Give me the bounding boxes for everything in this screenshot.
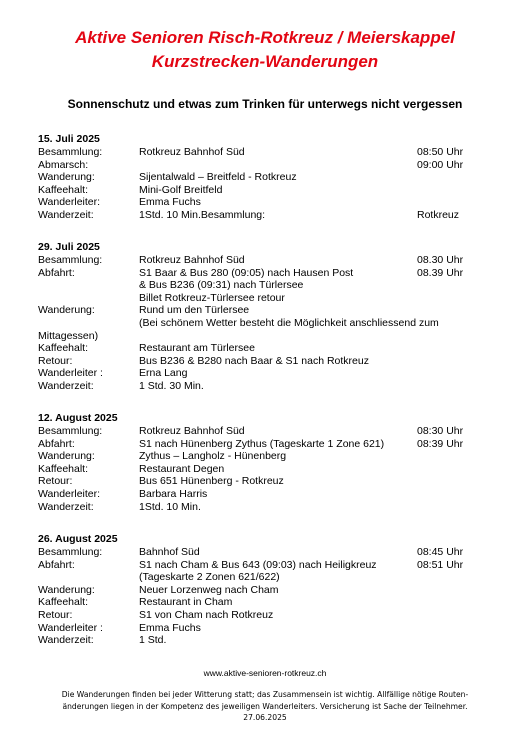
row-label: Wanderzeit: [38, 208, 94, 221]
footer-line: Die Wanderungen finden bei jeder Witterung statt; das Zusammensein ist wichtig. Allfällige nötige Routen- [61, 690, 469, 699]
detail-row [38, 184, 498, 197]
detail-row [38, 609, 498, 622]
row-value: Bus 651 Hünenberg - Rotkreuz [139, 475, 284, 488]
row-label: Retour: [38, 475, 73, 488]
detail-row [38, 463, 498, 476]
row-value: Restaurant Degen [139, 462, 225, 475]
detail-row [38, 146, 498, 159]
row-value: 1Std. 10 Min. [139, 500, 201, 513]
detail-row [38, 450, 498, 463]
hike-section-1 [38, 133, 498, 222]
detail-row-note-end: Mittagessen) [38, 329, 99, 342]
detail-row [38, 355, 498, 368]
row-value: Restaurant am Türlersee [139, 342, 255, 355]
row-label: Wanderzeit: [38, 634, 94, 647]
detail-row [38, 196, 498, 209]
detail-row [38, 546, 498, 559]
row-time: Rotkreuz [417, 208, 460, 221]
row-label: Kaffeehalt: [38, 342, 89, 355]
footer-date: 27.06.2025 [243, 713, 287, 722]
detail-row [38, 488, 498, 501]
detail-row-continuation [38, 571, 498, 584]
document-title: Aktive Senioren Risch-Rotkreuz / Meierskappel [75, 28, 455, 47]
detail-row [38, 634, 498, 647]
row-value: Bus B236 & B280 nach Baar & S1 nach Rotkreuz [139, 354, 369, 367]
row-label: Kaffeehalt: [38, 462, 89, 475]
row-label: Wanderung: [38, 171, 95, 184]
row-time: 08:50 Uhr [417, 146, 464, 158]
detail-row [38, 559, 498, 572]
row-value: Neuer Lorzenweg nach Cham [139, 583, 279, 596]
row-label: Besammlung: [38, 254, 103, 266]
detail-row [38, 171, 498, 184]
detail-row [38, 209, 498, 222]
row-value: Billet Rotkreuz-Türlersee retour [139, 291, 285, 304]
row-label: Besammlung: [38, 146, 103, 158]
row-label: Abfahrt: [38, 266, 75, 279]
hike-date: 15. Juli 2025 [38, 133, 100, 145]
hike-date: 26. August 2025 [38, 533, 118, 545]
row-label: Retour: [38, 354, 73, 367]
row-time: 08:51 Uhr [417, 558, 464, 571]
hike-section-2 [38, 241, 498, 393]
detail-row [38, 475, 498, 488]
hike-date: 12. August 2025 [38, 412, 118, 424]
detail-row [38, 367, 498, 380]
row-label: Abfahrt: [38, 558, 75, 571]
reminder-note: Sonnenschutz und etwas zum Trinken für unterwegs nicht vergessen [67, 97, 463, 111]
row-label: Kaffeehalt: [38, 183, 89, 196]
row-value: Sijentalwald – Breitfeld - Rotkreuz [139, 171, 297, 184]
hike-section-4 [38, 533, 498, 647]
row-time: 08.30 Uhr [417, 254, 464, 266]
row-label: Besammlung: [38, 425, 103, 437]
row-note: (Bei schönem Wetter besteht die Möglichkeit anschliessend zum [139, 316, 439, 329]
row-value: (Tageskarte 2 Zonen 621/622) [139, 571, 280, 584]
row-time: 08:30 Uhr [417, 425, 464, 437]
row-value: S1 von Cham nach Rotkreuz [139, 608, 274, 621]
row-value: 1 Std. [139, 634, 167, 647]
row-label: Wanderzeit: [38, 500, 94, 513]
row-label: Wanderung: [38, 450, 95, 463]
detail-row [38, 159, 498, 172]
row-value: 1Std. 10 Min.Besammlung: [139, 208, 266, 221]
row-value: & Bus B236 (09:31) nach Türlersee [139, 279, 304, 292]
row-label: Wanderleiter : [38, 367, 103, 380]
row-label: Besammlung: [38, 546, 103, 558]
row-value: S1 nach Cham & Bus 643 (09:03) nach Heiligkreuz [139, 558, 377, 571]
detail-row [38, 425, 498, 438]
website-url[interactable]: www.aktive-senioren-rotkreuz.ch [203, 668, 327, 678]
detail-row [38, 380, 498, 393]
detail-row [38, 304, 498, 317]
detail-row [38, 267, 498, 280]
row-value: Restaurant in Cham [139, 596, 233, 609]
row-value: 1 Std. 30 Min. [139, 379, 204, 392]
row-value: Mini-Golf Breitfeld [139, 183, 223, 196]
row-value: Rotkreuz Bahnhof Süd [139, 146, 245, 158]
row-label: Wanderleiter: [38, 196, 101, 209]
row-label: Kaffeehalt: [38, 596, 89, 609]
row-value: Rotkreuz Bahnhof Süd [139, 425, 245, 437]
detail-row-continuation [38, 279, 498, 292]
detail-row [38, 501, 498, 514]
detail-row [38, 584, 498, 597]
row-value: Emma Fuchs [139, 196, 201, 209]
row-label: Wanderleiter : [38, 621, 103, 634]
detail-row [38, 596, 498, 609]
detail-row [38, 622, 498, 635]
row-value: Rotkreuz Bahnhof Süd [139, 254, 245, 266]
row-value: Zythus – Langholz - Hünenberg [139, 450, 287, 463]
row-value: Bahnhof Süd [139, 546, 200, 558]
detail-row-continuation [38, 292, 498, 305]
document-subtitle: Kurzstrecken-Wanderungen [151, 52, 379, 71]
row-value: Barbara Harris [139, 487, 208, 500]
hike-date: 29. Juli 2025 [38, 241, 100, 253]
row-label: Retour: [38, 608, 73, 621]
row-value: S1 Baar & Bus 280 (09:05) nach Hausen Post [139, 266, 354, 279]
row-label: Wanderung: [38, 583, 95, 596]
hike-section-3 [38, 412, 498, 513]
row-time: 09:00 Uhr [417, 158, 464, 171]
detail-row [38, 438, 498, 451]
row-label: Wanderung: [38, 304, 95, 317]
footer-note [18, 689, 512, 724]
row-label: Wanderleiter: [38, 487, 101, 500]
row-value: Erna Lang [139, 367, 188, 380]
row-time: 08:45 Uhr [417, 546, 464, 558]
detail-row [38, 254, 498, 267]
row-time: 08:39 Uhr [417, 437, 464, 450]
detail-row [38, 342, 498, 355]
row-value: Rund um den Türlersee [139, 304, 250, 317]
row-label: Abmarsch: [38, 158, 89, 171]
detail-row-continuation [38, 317, 498, 330]
row-time: 08.39 Uhr [417, 266, 464, 279]
footer-line: änderungen liegen in der Kompetenz des jeweiligen Wanderleiters. Versicherung ist Sache der Teilnehmer. [62, 701, 468, 711]
row-label: Wanderzeit: [38, 379, 94, 392]
row-value: Emma Fuchs [139, 621, 201, 634]
row-label: Abfahrt: [38, 437, 75, 450]
row-value: S1 nach Hünenberg Zythus (Tageskarte 1 Zone 621) [139, 437, 385, 450]
